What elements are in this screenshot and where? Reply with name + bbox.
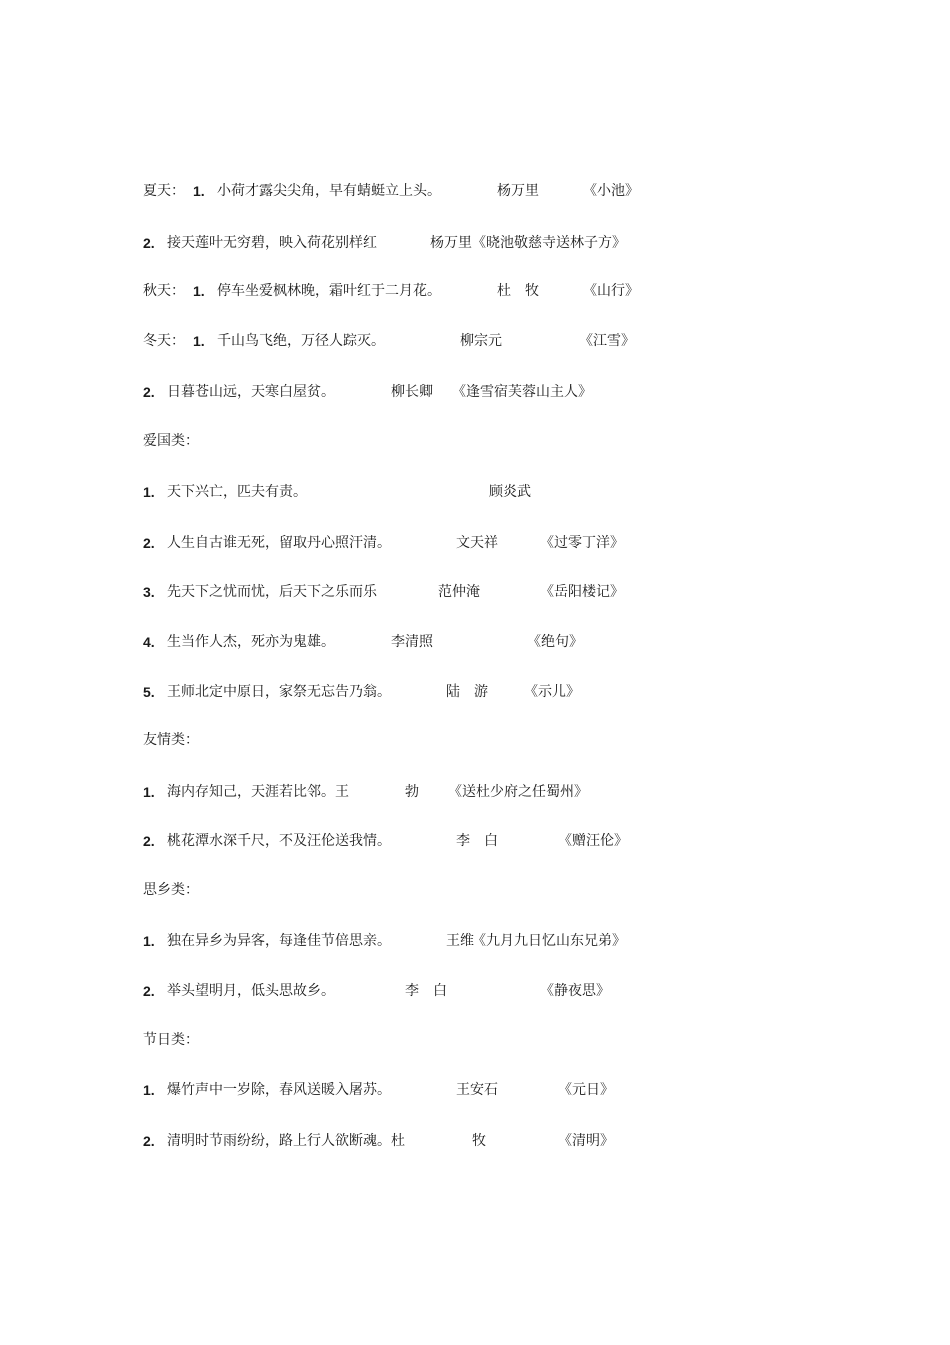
poem-line: [0, 829, 950, 853]
poem-author: 文天祥: [456, 535, 498, 551]
line-number: 2.: [143, 535, 155, 551]
poem-line: [0, 179, 950, 203]
line-number: 1.: [193, 333, 205, 349]
poem-author: 范仲淹: [438, 584, 480, 600]
poem-line: [0, 531, 950, 555]
category-heading: [0, 728, 950, 752]
poem-text: 接天莲叶无穷碧，映入荷花别样红: [167, 235, 377, 251]
poem-author: 李 白: [405, 983, 447, 999]
poem-text: 千山鸟飞绝，万径人踪灭。: [217, 333, 385, 349]
poem-author: 李清照: [391, 634, 433, 650]
poem-text: 人生自古谁无死，留取丹心照汗清。: [167, 535, 391, 551]
poem-line: [0, 231, 950, 255]
poem-author: 陆 游: [446, 684, 488, 700]
poem-title: 《元日》: [558, 1082, 614, 1098]
poem-title: 《江雪》: [579, 333, 635, 349]
poem-author: 王安石: [456, 1082, 498, 1098]
poem-author: 杜 牧: [497, 283, 539, 299]
poem-title: 《山行》: [583, 283, 639, 299]
poem-title: 《赠汪伦》: [558, 833, 628, 849]
poem-text: 独在异乡为异客，每逢佳节倍思亲。: [167, 933, 391, 949]
poem-title: 《岳阳楼记》: [540, 584, 624, 600]
poem-title: 《过零丁洋》: [540, 535, 624, 551]
poem-text: 举头望明月，低头思故乡。: [167, 983, 335, 999]
category-label: 节日类：: [143, 1032, 199, 1048]
poem-author: 杨万里: [430, 235, 472, 251]
season-label: 冬天：: [143, 333, 185, 349]
poem-text: 停车坐爱枫林晚，霜叶红于二月花。: [217, 283, 441, 299]
line-number: 1.: [193, 283, 205, 299]
line-number: 1.: [143, 1082, 155, 1098]
poem-line: [0, 979, 950, 1003]
poem-line: [0, 1078, 950, 1102]
poem-line: [0, 480, 950, 504]
poem-line: [0, 329, 950, 353]
category-label: 思乡类：: [143, 882, 199, 898]
poem-title: 《示儿》: [524, 684, 580, 700]
line-number: 2.: [143, 983, 155, 999]
season-label: 秋天：: [143, 283, 185, 299]
line-number: 1.: [143, 784, 155, 800]
poem-title: 《送杜少府之任蜀州》: [448, 784, 588, 800]
poem-author: 柳长卿: [391, 384, 433, 400]
poem-title: 《绝句》: [527, 634, 583, 650]
line-number: 1.: [143, 933, 155, 949]
poem-title: 《清明》: [558, 1133, 614, 1149]
category-heading: [0, 1028, 950, 1052]
line-number: 2.: [143, 384, 155, 400]
poem-line: [0, 580, 950, 604]
line-number: 4.: [143, 634, 155, 650]
line-number: 2.: [143, 235, 155, 251]
poem-title: 《小池》: [583, 183, 639, 199]
poem-line: [0, 279, 950, 303]
category-heading: [0, 878, 950, 902]
poem-line: [0, 929, 950, 953]
poem-text: 爆竹声中一岁除，春风送暖入屠苏。: [167, 1082, 391, 1098]
poem-line: [0, 630, 950, 654]
line-number: 1.: [143, 484, 155, 500]
poem-text: 海内存知己，天涯若比邻。王: [167, 784, 349, 800]
poem-author: 李 白: [456, 833, 498, 849]
poem-text: 生当作人杰，死亦为鬼雄。: [167, 634, 335, 650]
poem-text: 王师北定中原日，家祭无忘告乃翁。: [167, 684, 391, 700]
season-label: 夏天：: [143, 183, 185, 199]
poem-text: 天下兴亡，匹夫有责。: [167, 484, 307, 500]
poem-line: [0, 380, 950, 404]
line-number: 3.: [143, 584, 155, 600]
line-number: 2.: [143, 1133, 155, 1149]
poem-author: 王维: [446, 933, 474, 949]
poem-author: 勃: [405, 784, 419, 800]
poem-author: 顾炎武: [489, 484, 531, 500]
poem-text: 小荷才露尖尖角，早有蜻蜓立上头。: [217, 183, 441, 199]
poem-title: 《静夜思》: [540, 983, 610, 999]
category-label: 友情类：: [143, 732, 199, 748]
poem-text: 桃花潭水深千尺，不及汪伦送我情。: [167, 833, 391, 849]
poem-author: 杨万里: [497, 183, 539, 199]
poem-line: [0, 780, 950, 804]
poem-title: 《九月九日忆山东兄弟》: [472, 933, 626, 949]
poem-line: [0, 680, 950, 704]
poem-author: 柳宗元: [460, 333, 502, 349]
poem-text: 先天下之忧而忧，后天下之乐而乐: [167, 584, 377, 600]
poem-title: 《晓池敬慈寺送林子方》: [472, 235, 626, 251]
poem-text: 清明时节雨纷纷，路上行人欲断魂。杜: [167, 1133, 405, 1149]
line-number: 5.: [143, 684, 155, 700]
category-heading: [0, 429, 950, 453]
line-number: 1.: [193, 183, 205, 199]
poem-line: [0, 1129, 950, 1153]
poem-title: 《逢雪宿芙蓉山主人》: [452, 384, 592, 400]
line-number: 2.: [143, 833, 155, 849]
poem-author: 牧: [472, 1133, 486, 1149]
category-label: 爱国类：: [143, 433, 199, 449]
poem-text: 日暮苍山远，天寒白屋贫。: [167, 384, 335, 400]
